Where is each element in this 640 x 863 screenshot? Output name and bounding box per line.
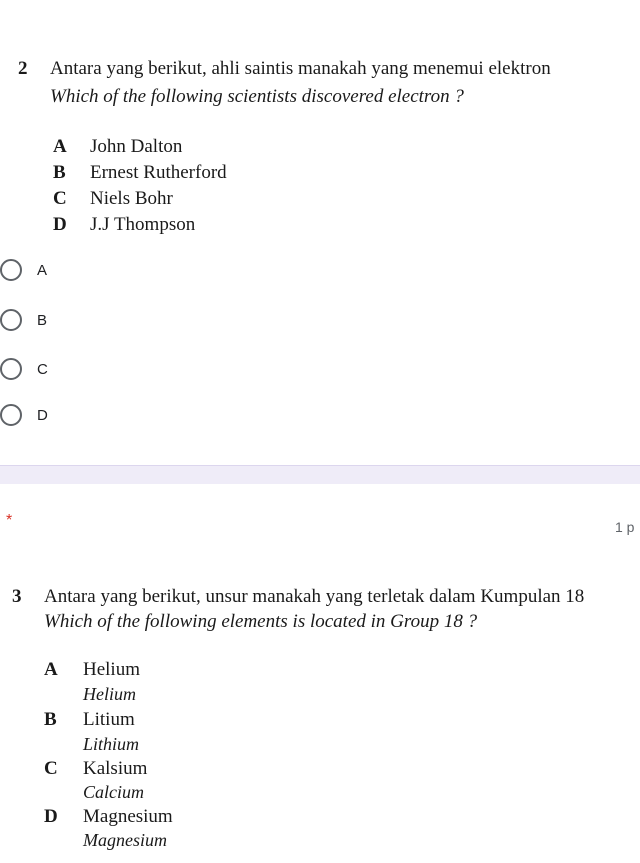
q2-choice-a-letter: A: [53, 136, 67, 157]
radio-label-c: C: [37, 360, 48, 378]
q3-choice-b-text: Litium: [83, 709, 135, 730]
q3-choice-c-text: Kalsium: [83, 758, 148, 779]
radio-button-d[interactable]: [0, 404, 22, 426]
q3-choice-c-text-english: Calcium: [83, 782, 144, 802]
q3-choice-a-letter: A: [44, 659, 58, 680]
question-2-number: 2: [18, 58, 28, 79]
q2-choice-c-letter: C: [53, 188, 67, 209]
question-3-text-malay: Antara yang berikut, unsur manakah yang terletak dalam Kumpulan 18: [44, 586, 585, 607]
q2-choice-d-text: J.J Thompson: [90, 214, 196, 235]
q2-choice-b-letter: B: [53, 162, 66, 183]
radio-button-b[interactable]: [0, 309, 22, 331]
q2-choice-d-letter: D: [53, 214, 67, 235]
q3-choice-b-letter: B: [44, 709, 57, 730]
q2-choice-c-text: Niels Bohr: [90, 188, 173, 209]
question-3-text-english: Which of the following elements is located in Group 18 ?: [44, 611, 478, 632]
radio-button-c[interactable]: [0, 358, 22, 380]
radio-label-a: A: [37, 261, 48, 279]
radio-option-b[interactable]: [0, 309, 47, 331]
q3-choice-d-text-english: Magnesium: [83, 830, 167, 850]
question-2-text-english: Which of the following scientists discovered electron ?: [50, 86, 464, 107]
radio-option-a[interactable]: [0, 259, 47, 281]
radio-option-c[interactable]: [0, 358, 48, 380]
question-3-number: 3: [12, 586, 22, 607]
radio-label-b: B: [37, 311, 48, 329]
q3-choice-d-text: Magnesium: [83, 806, 173, 827]
radio-option-d[interactable]: [0, 404, 48, 426]
q2-choice-a-text: John Dalton: [90, 136, 183, 157]
q2-choice-b-text: Ernest Rutherford: [90, 162, 227, 183]
q3-choice-b-text-english: Lithium: [83, 734, 140, 754]
question-divider: [0, 465, 640, 484]
q3-choice-c-letter: C: [44, 758, 58, 779]
question-2-text-malay: Antara yang berikut, ahli saintis manakah yang menemui elektron: [50, 58, 551, 79]
q3-choice-a-text-english: Helium: [83, 684, 136, 704]
q3-choice-a-text: Helium: [83, 659, 140, 680]
q3-choice-d-letter: D: [44, 806, 58, 827]
points-label: 1 p: [615, 519, 635, 535]
radio-label-d: D: [37, 406, 48, 424]
radio-button-a[interactable]: [0, 259, 22, 281]
required-marker: *: [6, 512, 13, 529]
